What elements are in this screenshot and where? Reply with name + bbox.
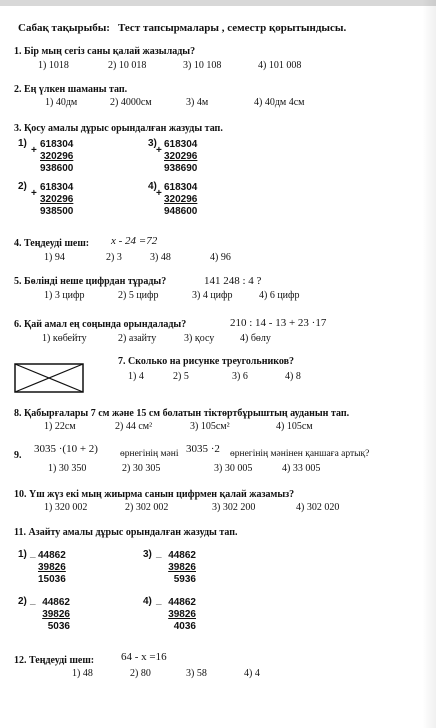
q3-c-operand-1: 618304 <box>40 182 74 193</box>
q9-expression-2: 3035 ·2 <box>186 443 220 455</box>
q11-b-label[interactable]: 3) <box>143 549 152 560</box>
q3-b-label[interactable]: 3) <box>148 138 157 149</box>
q2-option-2[interactable]: 2) 4000см <box>110 97 152 108</box>
q4-option-2[interactable]: 2) 3 <box>106 252 122 263</box>
q2-option-4[interactable]: 4) 40дм 4см <box>254 97 305 108</box>
q2-option-3[interactable]: 3) 4м <box>186 97 209 108</box>
q6-option-2[interactable]: 2) азайту <box>118 333 157 344</box>
q3-d-result: 948600 <box>164 206 198 217</box>
q12-equation: 64 - x =16 <box>121 651 167 663</box>
q6-option-4[interactable]: 4) бөлу <box>240 333 271 344</box>
question-1: 1. Бір мың сегіз саны қалай жазылады? <box>14 46 196 57</box>
q4-option-1[interactable]: 1) 94 <box>44 252 65 263</box>
q1-option-4[interactable]: 4) 101 008 <box>258 60 302 71</box>
q7-option-1[interactable]: 1) 4 <box>128 371 144 382</box>
q3-c-operator: + <box>31 188 37 199</box>
top-edge-strip <box>0 0 436 6</box>
q12-option-4[interactable]: 4) 4 <box>244 668 260 679</box>
q9-text-mid: өрнегінің мәні <box>120 449 179 459</box>
q11-c-operator: _ <box>30 595 36 606</box>
q3-c-result: 938500 <box>40 206 74 217</box>
q9-option-2[interactable]: 2) 30 305 <box>122 463 161 474</box>
question-2: 2. Ең үлкен шаманы тап. <box>14 84 128 95</box>
question-11: 11. Азайту амалы дұрыс орындалған жазуды тап. <box>14 527 238 538</box>
q11-d-label[interactable]: 4) <box>143 596 152 607</box>
q3-a-operand-2: 320296 <box>40 151 74 162</box>
q11-b-operator: _ <box>156 548 162 559</box>
q11-b-operand-2: 39826 <box>168 562 196 573</box>
q8-option-3[interactable]: 3) 105см² <box>190 421 230 432</box>
q3-b-column <box>164 139 197 175</box>
q8-option-4[interactable]: 4) 105см <box>276 421 313 432</box>
question-4: 4. Теңдеуді шеш: <box>14 238 90 249</box>
question-10: 10. Үш жүз екі мың жиырма санын цифрмен қалай жазамыз? <box>14 489 295 500</box>
q10-option-3[interactable]: 3) 302 200 <box>212 502 256 513</box>
q4-equation: x - 24 =72 <box>111 235 158 247</box>
q11-a-result: 15036 <box>38 574 66 585</box>
q1-option-3[interactable]: 3) 10 108 <box>183 60 222 71</box>
q5-option-3[interactable]: 3) 4 цифр <box>192 290 233 301</box>
q3-c-label[interactable]: 2) <box>18 181 27 192</box>
q3-a-operand-1: 618304 <box>40 139 74 150</box>
question-12: 12. Теңдеуді шеш: <box>14 655 95 666</box>
q3-d-operand-1: 618304 <box>164 182 198 193</box>
q3-d-column <box>164 182 197 218</box>
q3-a-operator: + <box>31 145 37 156</box>
q3-a-result: 938600 <box>40 163 74 174</box>
q9-expression-1: 3035 ·(10 + 2) <box>34 443 98 455</box>
q4-option-3[interactable]: 3) 48 <box>150 252 171 263</box>
q11-d-column <box>164 597 196 633</box>
q7-option-2[interactable]: 2) 5 <box>173 371 189 382</box>
q7-option-3[interactable]: 3) 6 <box>232 371 248 382</box>
q11-a-label[interactable]: 1) <box>18 549 27 560</box>
q1-option-1[interactable]: 1) 1018 <box>38 60 69 71</box>
question-9-number: 9. <box>14 450 22 461</box>
q3-b-operand-1: 618304 <box>164 139 198 150</box>
q11-a-column <box>38 550 66 586</box>
q11-c-result: 5036 <box>47 621 70 632</box>
page-title: Тест тапсырмалары , семестр қорытындысы. <box>118 22 347 34</box>
q6-expression: 210 : 14 - 13 + 23 ·17 <box>230 317 327 329</box>
q4-option-4[interactable]: 4) 96 <box>210 252 231 263</box>
q11-b-result: 5936 <box>173 574 196 585</box>
question-7: 7. Сколько на рисунке треугольников? <box>118 356 295 367</box>
q3-d-operand-2: 320296 <box>164 194 198 205</box>
question-3: 3. Қосу амалы дұрыс орындалған жазуды тап. <box>14 123 223 134</box>
q3-c-column <box>40 182 73 218</box>
q5-expression: 141 248 : 4 ? <box>204 275 262 287</box>
q11-c-operand-1: 44862 <box>42 597 70 608</box>
q11-a-operand-1: 44862 <box>38 550 66 561</box>
q8-option-1[interactable]: 1) 22см <box>44 421 76 432</box>
q9-option-3[interactable]: 3) 30 005 <box>214 463 253 474</box>
q12-option-3[interactable]: 3) 58 <box>186 668 207 679</box>
q3-d-operator: + <box>156 188 162 199</box>
q2-option-1[interactable]: 1) 40дм <box>45 97 78 108</box>
q8-option-2[interactable]: 2) 44 см² <box>115 421 153 432</box>
q9-option-1[interactable]: 1) 30 350 <box>48 463 87 474</box>
q3-b-operator: + <box>156 145 162 156</box>
q7-option-4[interactable]: 4) 8 <box>285 371 301 382</box>
q3-b-result: 938690 <box>164 163 198 174</box>
q11-b-operand-1: 44862 <box>168 550 196 561</box>
q3-a-label[interactable]: 1) <box>18 138 27 149</box>
q12-option-1[interactable]: 1) 48 <box>72 668 93 679</box>
q11-d-operator: _ <box>156 595 162 606</box>
q10-option-2[interactable]: 2) 302 002 <box>125 502 169 513</box>
q11-c-label[interactable]: 2) <box>18 596 27 607</box>
q3-b-operand-2: 320296 <box>164 151 198 162</box>
q11-c-column <box>38 597 70 633</box>
q5-option-1[interactable]: 1) 3 цифр <box>44 290 85 301</box>
triangles-figure <box>14 363 84 393</box>
q11-d-operand-1: 44862 <box>168 597 196 608</box>
q6-option-1[interactable]: 1) көбейту <box>42 333 87 344</box>
q11-d-operand-2: 39826 <box>168 609 196 620</box>
q11-d-result: 4036 <box>173 621 196 632</box>
page-shadow-edge <box>422 0 436 728</box>
q9-text-tail: өрнегінің мәнінен қаншаға артық? <box>230 449 370 459</box>
q10-option-1[interactable]: 1) 320 002 <box>44 502 88 513</box>
q1-option-2[interactable]: 2) 10 018 <box>108 60 147 71</box>
question-6: 6. Қай амал ең соңында орындалады? <box>14 319 187 330</box>
q5-option-4[interactable]: 4) 6 цифр <box>259 290 300 301</box>
q11-a-operand-2: 39826 <box>38 562 66 573</box>
header-label: Сабақ тақырыбы: <box>18 22 110 34</box>
question-5: 5. Бөлінді неше цифрдан тұрады? <box>14 276 167 287</box>
question-8: 8. Қабырғалары 7 см және 15 см болатын тіктөртбұрыштың ауданын тап. <box>14 408 350 419</box>
q11-c-operand-2: 39826 <box>42 609 70 620</box>
q9-option-4[interactable]: 4) 33 005 <box>282 463 321 474</box>
q3-c-operand-2: 320296 <box>40 194 74 205</box>
q11-a-operator: _ <box>30 548 36 559</box>
q5-option-2[interactable]: 2) 5 цифр <box>118 290 159 301</box>
q3-d-label[interactable]: 4) <box>148 181 157 192</box>
q3-a-column <box>40 139 73 175</box>
q12-option-2[interactable]: 2) 80 <box>130 668 151 679</box>
q6-option-3[interactable]: 3) қосу <box>184 333 215 344</box>
q10-option-4[interactable]: 4) 302 020 <box>296 502 340 513</box>
q11-b-column <box>164 550 196 586</box>
